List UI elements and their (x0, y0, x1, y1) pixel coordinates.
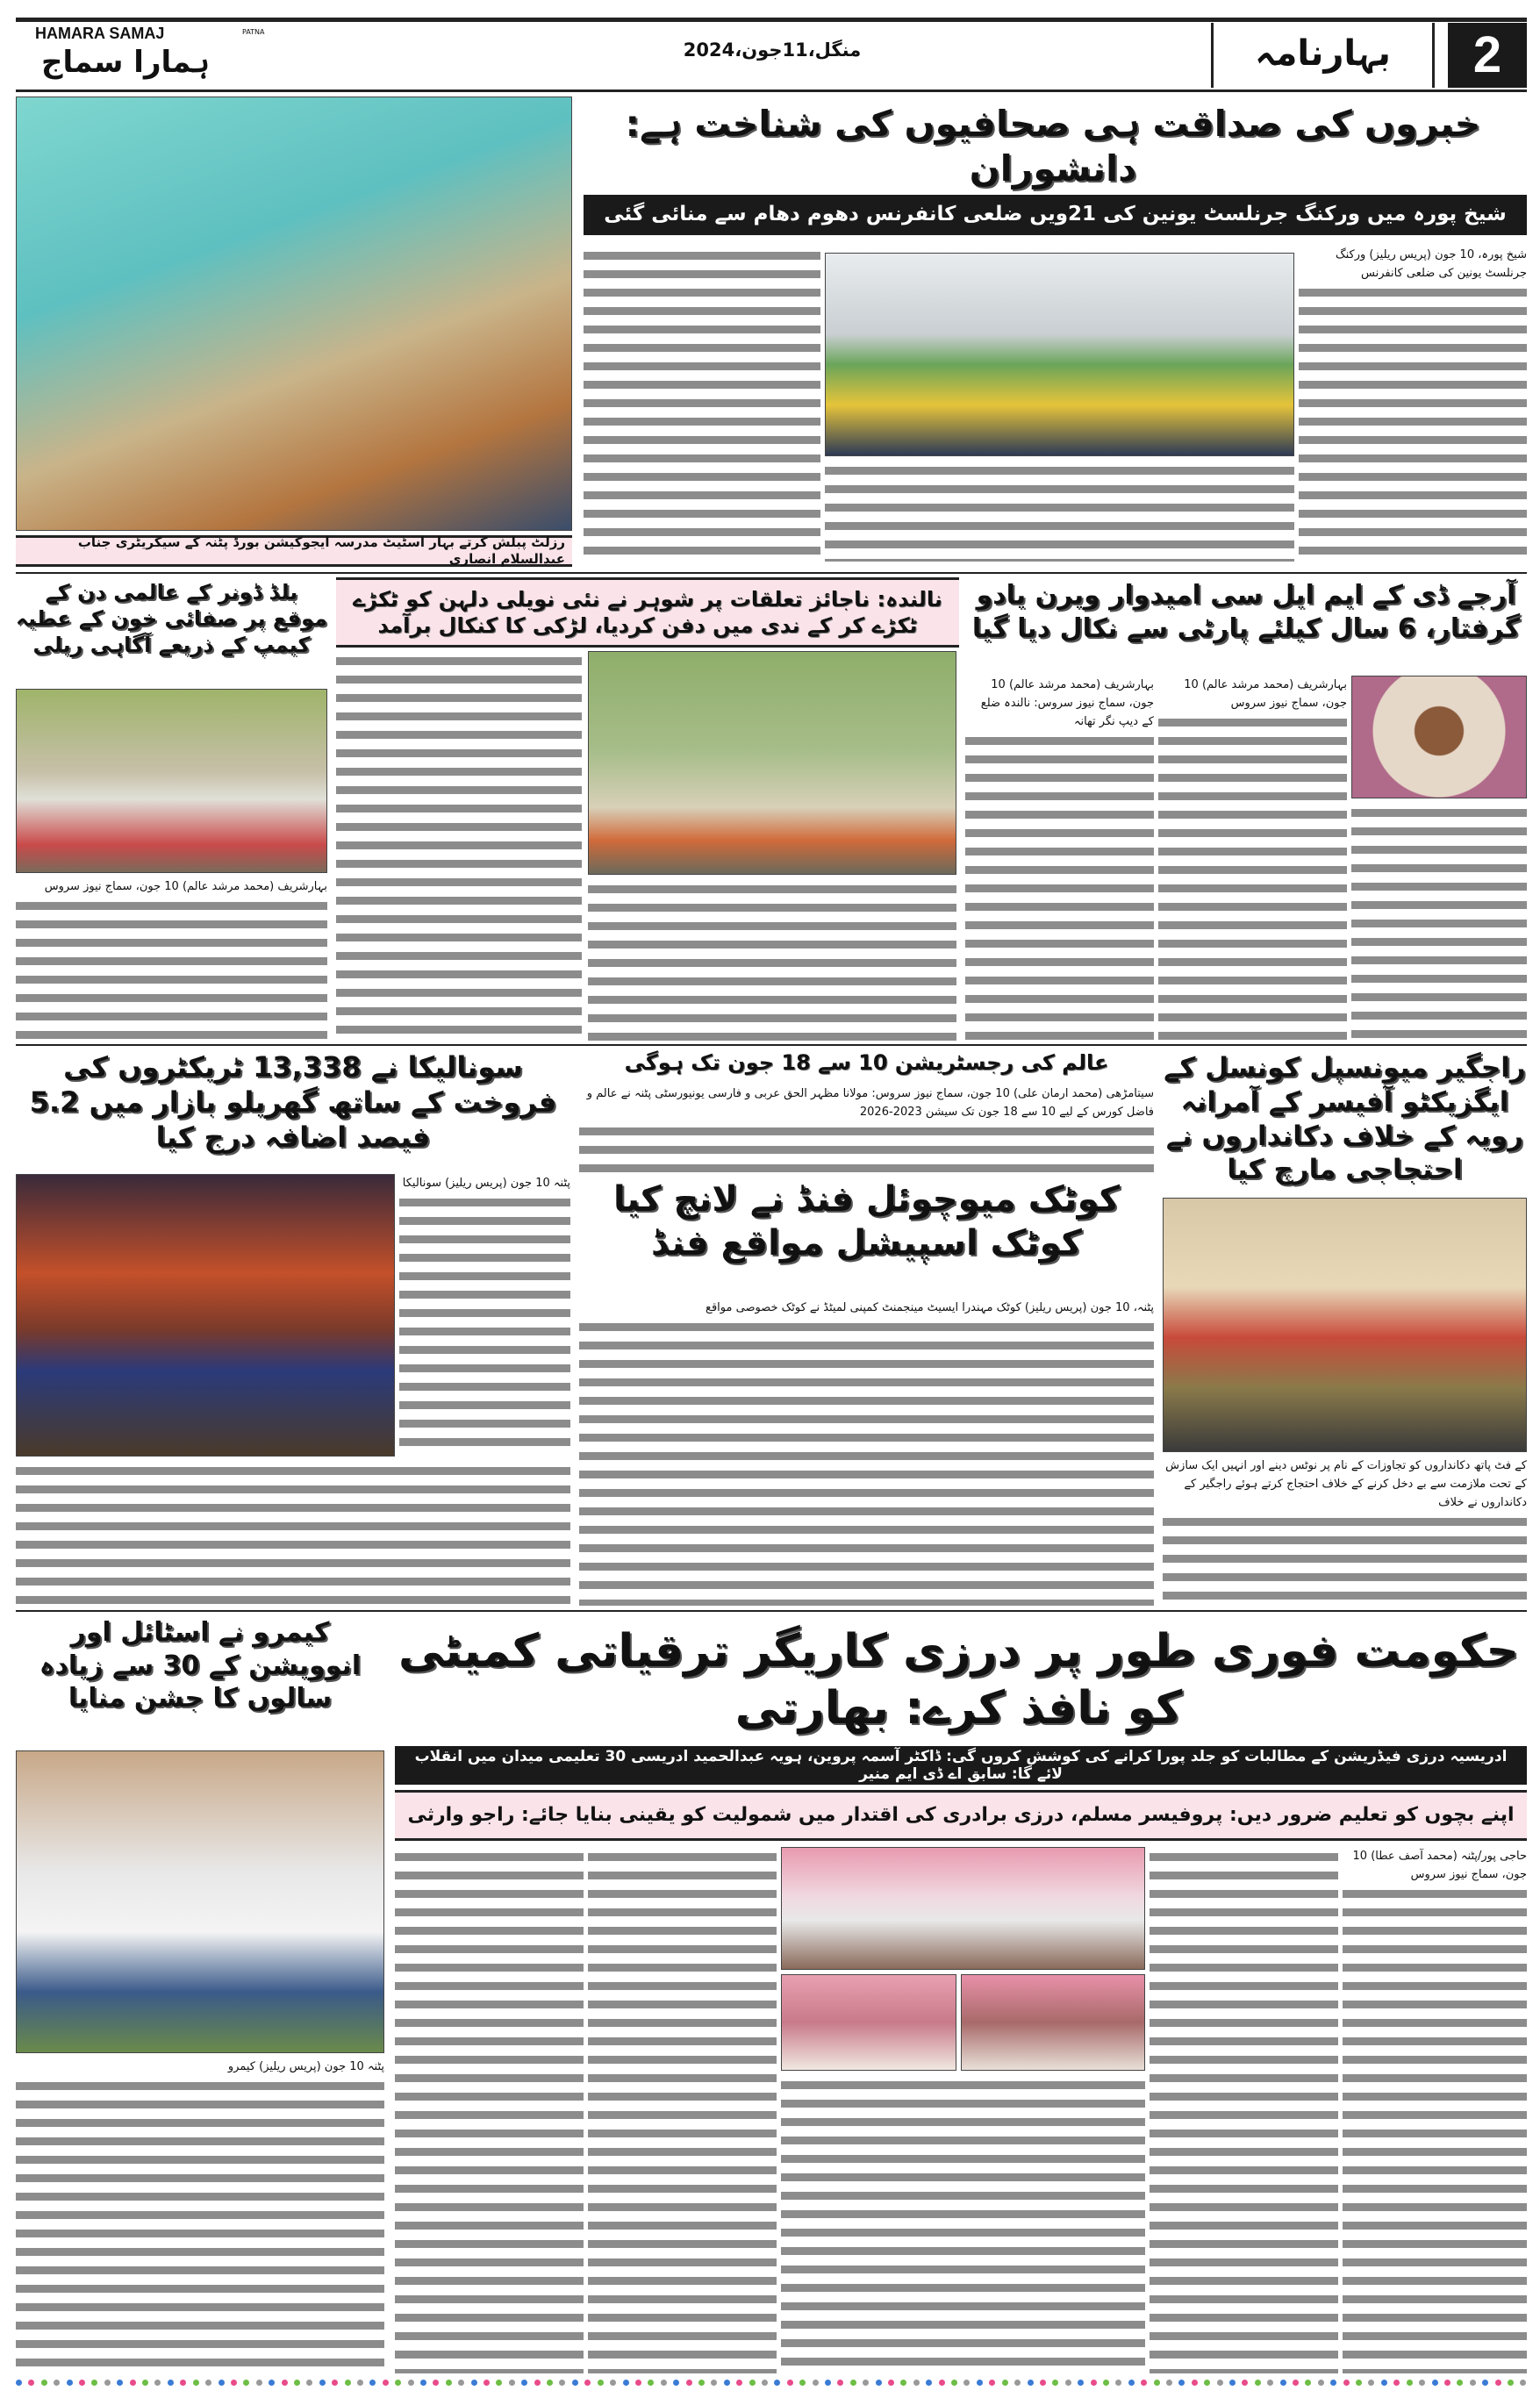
footer-dot (1229, 2380, 1236, 2386)
footer-dot (1381, 2380, 1387, 2386)
footer-dot (104, 2380, 111, 2386)
logo-city: PATNA (242, 28, 265, 36)
footer-dot (458, 2380, 464, 2386)
footer-dot (888, 2380, 894, 2386)
footer-dot (547, 2380, 553, 2386)
footer-dot (559, 2380, 565, 2386)
story8-body (1163, 1457, 1527, 1606)
footer-dot (977, 2380, 983, 2386)
story10-body-a (1343, 1847, 1527, 2373)
footer-dot (369, 2380, 376, 2386)
footer-color-dots (16, 2380, 1527, 2388)
footer-dot (863, 2380, 869, 2386)
footer-dot (1065, 2380, 1071, 2386)
viren-yadav-portrait (1351, 676, 1527, 798)
footer-dot (1103, 2380, 1109, 2386)
footer-dot (521, 2380, 527, 2386)
footer-dot (876, 2380, 882, 2386)
footer-dot (471, 2380, 477, 2386)
footer-dot (572, 2380, 578, 2386)
footer-dot (1343, 2380, 1350, 2386)
footer-dot (1078, 2380, 1084, 2386)
footer-dot (16, 2380, 22, 2386)
footer-dot (939, 2380, 945, 2386)
story6-body (579, 1084, 1154, 1172)
footer-dot (243, 2380, 249, 2386)
footer-dot (395, 2380, 401, 2386)
footer-dot (256, 2380, 262, 2386)
kemro-models-photo (16, 1750, 384, 2053)
footer-dot (408, 2380, 414, 2386)
story5-headline: سونالیکا نے 13,338 ٹریکٹروں کی فروخت کے ساتھ گھریلو بازار میں 5.2 فیصد اضافہ درج کیا (29, 1050, 557, 1154)
footer-dot (926, 2380, 932, 2386)
sonalika-tractor-photo (16, 1174, 395, 1457)
footer-dot (282, 2380, 288, 2386)
footer-dot (724, 2380, 730, 2386)
footer-dot (79, 2380, 85, 2386)
story3-headline: نالندہ: ناجائز تعلقات پر شوہر نے نئی نویلی دلہن کو ٹکڑے ٹکڑے کر کے ندی میں دفن کردیا، لڑکی کا کنکال برآمد (336, 577, 959, 648)
footer-dot (332, 2380, 338, 2386)
footer-dot (1432, 2380, 1438, 2386)
footer-dot (1457, 2380, 1463, 2386)
footer-dot (774, 2380, 780, 2386)
footer-dot (799, 2380, 806, 2386)
footer-dot (168, 2380, 174, 2386)
story8-headline: راجگیر میونسپل کونسل کے ایگزیکٹو آفیسر کے آمرانہ رویہ کے خلاف دکانداروں نے احتجاجی مارچ کیا (1164, 1052, 1526, 1186)
footer-dot (1407, 2380, 1413, 2386)
footer-dot (749, 2380, 756, 2386)
footer-dot (787, 2380, 793, 2386)
footer-dot (1028, 2380, 1034, 2386)
footer-dot (41, 2380, 47, 2386)
footer-dot (54, 2380, 60, 2386)
footer-dot (483, 2380, 490, 2386)
footer-dot (623, 2380, 629, 2386)
header-bottom-rule (16, 89, 1527, 92)
footer-dot (509, 2380, 515, 2386)
footer-dot (913, 2380, 920, 2386)
footer-dot (648, 2380, 654, 2386)
footer-dot (534, 2380, 541, 2386)
footer-dot (584, 2380, 591, 2386)
story2-body (16, 877, 327, 1040)
footer-dot (1192, 2380, 1198, 2386)
footer-dot (673, 2380, 679, 2386)
footer-dot (1318, 2380, 1324, 2386)
footer-dot (661, 2380, 667, 2386)
footer-dot (218, 2380, 225, 2386)
footer-dot (193, 2380, 199, 2386)
story10-body-d (588, 1847, 777, 2373)
story3-lead: بہارشریف (محمد مرشد عالم) 10 جون، سماج نیوز سروس: نالندہ ضلع کے دیپ نگر تھانہ (965, 676, 1154, 733)
footer-dot (1002, 2380, 1008, 2386)
footer-dot (294, 2380, 300, 2386)
rajgir-protest-photo (1163, 1198, 1527, 1452)
story5-body (16, 1461, 570, 1606)
issue-date: منگل،11جون،2024 (683, 39, 862, 61)
story7-body (579, 1299, 1154, 1606)
footer-dot (1508, 2380, 1514, 2386)
story6-lead: سیتامڑھی (محمد ارمان علی) 10 جون، سماج نیوز سروس: مولانا مظہر الحق عربی و فارسی یونیورسٹی پٹنہ نے عالم و فاضل کورس کے لیے 10 سے 18 جون تک سیشن 2023-2026 (579, 1084, 1154, 1123)
footer-dot (383, 2380, 389, 2386)
footer-dot (1217, 2380, 1223, 2386)
footer-dot (433, 2380, 439, 2386)
story4-lead: بہارشریف (محمد مرشد عالم) 10 جون، سماج نیوز سروس (1158, 676, 1347, 714)
story9-lead: پٹنہ 10 جون (پریس ریلیز) کیمرو (16, 2058, 384, 2078)
journalist-conference-photo (825, 253, 1294, 456)
logo-urdu: ہمارا سماج (40, 45, 211, 80)
footer-dot (1091, 2380, 1097, 2386)
story4-body (1158, 676, 1347, 1040)
footer-dot (813, 2380, 819, 2386)
footer-dot (598, 2380, 604, 2386)
story8-lead: کے فٹ پاتھ دکانداروں کو تجاوزات کے نام پر نوٹس دینے اور انہیں ایک سازش کے تحت ملازمت سے بے دخل کرنے کے خلاف احتجاج کرتے ہوئے راجگیر کے دکانداروں نے خلاف (1163, 1457, 1527, 1514)
footer-dot (686, 2380, 692, 2386)
row1-rule (16, 572, 1527, 574)
footer-dot (1330, 2380, 1336, 2386)
footer-dot (306, 2380, 312, 2386)
story4-body-b (1351, 803, 1527, 1040)
footer-dot (1419, 2380, 1425, 2386)
footer-dot (67, 2380, 73, 2386)
footer-dot (1204, 2380, 1210, 2386)
footer-dot (154, 2380, 161, 2386)
footer-dot (762, 2380, 768, 2386)
footer-dot (28, 2380, 34, 2386)
story10-subhead: ادریسیہ درزی فیڈریشن کے مطالبات کو جلد پورا کرانے کی کوشش کروں گی: ڈاکٹر آسمہ پروین، ہویہ عبدالحمید ادریسی 30 تعلیمی میدان میں انقلاب لائے گا: سابق اے ڈی ایم منیر (395, 1746, 1527, 1785)
footer-dot (850, 2380, 856, 2386)
top-rule (16, 18, 1527, 22)
footer-dot (698, 2380, 705, 2386)
federation-audience-photo-1 (781, 1974, 956, 2071)
row3-rule (16, 1610, 1527, 1612)
federation-stage-photo (781, 1847, 1145, 1970)
story1-headline: خبروں کی صداقت ہی صحافیوں کی شناخت ہے: دانشوران (625, 103, 1481, 190)
story10-headline: حکومت فوری طور پر درزی کاریگر ترقیاتی کمیٹی کو نافذ کرے: بھارتی (398, 1625, 1519, 1735)
story10-body-c (781, 2075, 1145, 2373)
footer-dot (1128, 2380, 1135, 2386)
story7-lead: پٹنہ، 10 جون (پریس ریلیز) کوٹک مہندرا ایسیٹ مینجمنٹ کمپنی لمیٹڈ نے کوٹک خصوصی مواقع (579, 1299, 1154, 1319)
story7-headline: کوٹک میوچوئل فنڈ نے لانچ کیا کوٹک اسپیشل مواقع فنڈ (612, 1179, 1121, 1263)
footer-dot (446, 2380, 452, 2386)
footer-dot (1166, 2380, 1172, 2386)
footer-dot (1014, 2380, 1021, 2386)
story2-lead: بہارشریف (محمد مرشد عالم) 10 جون، سماج نیوز سروس (16, 877, 327, 898)
story1-body-right (1299, 246, 1527, 562)
logo-english: HAMARA SAMAJ (35, 25, 165, 42)
footer-dot (837, 2380, 843, 2386)
footer-dot (951, 2380, 957, 2386)
footer-dot (825, 2380, 831, 2386)
story1-body (584, 246, 820, 562)
row2-rule (16, 1044, 1527, 1046)
footer-dot (1280, 2380, 1286, 2386)
footer-dot (610, 2380, 616, 2386)
footer-dot (963, 2380, 970, 2386)
section-title: بہارنامہ (1211, 23, 1435, 88)
story4-headline: آرجے ڈی کے ایم ایل سی امیدوار ویرن یادو گرفتار، 6 سال کیلئے پارٹی سے نکال دیا گیا (971, 580, 1521, 644)
footer-dot (420, 2380, 426, 2386)
footer-dot (1470, 2380, 1476, 2386)
footer-dot (1444, 2380, 1450, 2386)
footer-dot (1368, 2380, 1374, 2386)
story5-body-side (399, 1174, 570, 1457)
story2-headline: بلڈ ڈونر کے عالمی دن کے موقع پر صفائی خون کے عطیہ کیمپ کے ذریعے آگاہی ریلی (16, 580, 327, 657)
story9-body (16, 2058, 384, 2373)
footer-dot (736, 2380, 742, 2386)
footer-dot (357, 2380, 363, 2386)
footer-dot (1154, 2380, 1160, 2386)
footer-dot (496, 2380, 502, 2386)
story1-subhead: شیخ پورہ میں ورکنگ جرنلسٹ یونین کی 21ویں ضلعی کانفرنس دھوم دھام سے منائی گئی (584, 195, 1527, 235)
footer-dot (1293, 2380, 1299, 2386)
photo-caption: رزلٹ پبلش کرتے بہار اسٹیٹ مدرسہ ایجوکیشن بورڈ پٹنہ کے سیکریٹری جناب عبدالسلام انصاری (16, 535, 572, 567)
story6-headline: عالم کی رجسٹریشن 10 سے 18 جون تک ہوگی (624, 1050, 1109, 1075)
story9-headline: کیمرو نے اسٹائل اور انوویشن کے 30 سے زیادہ سالوں کا جشن منایا (39, 1617, 362, 1714)
story3-body-b (588, 879, 956, 1042)
footer-dot (142, 2380, 148, 2386)
footer-dot (1255, 2380, 1261, 2386)
footer-dot (1482, 2380, 1488, 2386)
footer-dot (205, 2380, 211, 2386)
masthead-logo (16, 25, 270, 88)
story10-body-e (395, 1847, 584, 2373)
blood-donation-rally-photo (16, 689, 327, 873)
footer-dot (345, 2380, 351, 2386)
story3-body-d (965, 676, 1154, 1040)
madrasa-result-photo (16, 97, 572, 531)
story5-lead: پٹنہ 10 جون (پریس ریلیز) سونالیکا (399, 1174, 570, 1194)
footer-dot (319, 2380, 326, 2386)
nalanda-crime-scene-photo (588, 651, 956, 875)
footer-dot (1040, 2380, 1046, 2386)
footer-dot (1393, 2380, 1400, 2386)
footer-dot (1267, 2380, 1273, 2386)
footer-dot (900, 2380, 906, 2386)
footer-dot (1242, 2380, 1248, 2386)
footer-dot (91, 2380, 97, 2386)
footer-dot (1305, 2380, 1311, 2386)
footer-dot (231, 2380, 237, 2386)
story1-lead: شیخ پورہ، 10 جون (پریس ریلیز) ورکنگ جرنلسٹ یونین کی ضلعی کانفرنس (1299, 246, 1527, 284)
story10-pink-subhead: اپنے بچوں کو تعلیم ضرور دیں: پروفیسر مسلم، درزی برادری کی اقتدار میں شمولیت کو یقینی بنایا جائے: راجو وارثی (395, 1790, 1527, 1841)
footer-dot (117, 2380, 123, 2386)
page-number: 2 (1448, 23, 1527, 88)
footer-dot (1052, 2380, 1058, 2386)
federation-audience-photo-2 (961, 1974, 1145, 2071)
footer-dot (711, 2380, 717, 2386)
footer-dot (130, 2380, 136, 2386)
story1-body-lower (825, 461, 1294, 562)
footer-dot (1495, 2380, 1501, 2386)
footer-dot (635, 2380, 641, 2386)
story10-body-b (1150, 1847, 1338, 2373)
footer-dot (1141, 2380, 1147, 2386)
footer-dot (1115, 2380, 1121, 2386)
story10-lead: حاجی پور/پٹنہ (محمد آصف عطا) 10 جون، سماج نیوز سروس (1343, 1847, 1527, 1886)
footer-dot (1178, 2380, 1185, 2386)
footer-dot (989, 2380, 995, 2386)
footer-dot (1520, 2380, 1526, 2386)
story3-body-a (336, 651, 582, 1042)
footer-dot (269, 2380, 275, 2386)
footer-dot (1356, 2380, 1362, 2386)
footer-dot (180, 2380, 186, 2386)
